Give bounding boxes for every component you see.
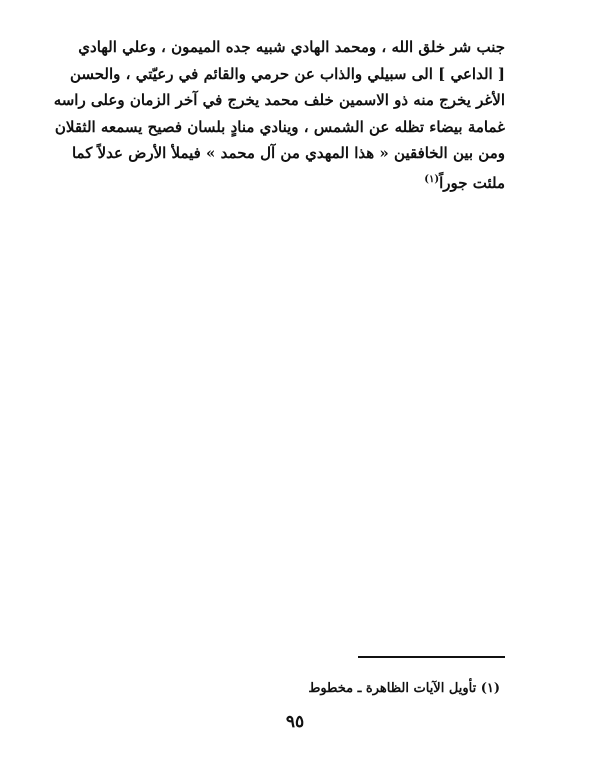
body-line-4: غمامة بيضاء تظله عن الشمس ، وينادي منادٍ بلسان فصيح يسمعه الثقلان	[54, 117, 505, 136]
body-line-1: جنب شر خلق الله ، ومحمد الهادي شبيه جده الميمون ، وعلي الهادي	[78, 38, 505, 56]
body-line-6	[90, 167, 505, 197]
body-line-5: ومن بين الخافقين « هذا المهدي من آل محمد » فيملأ الأرض عدلاً كما	[71, 144, 505, 163]
footnote: (١) تأويل الآيات الظاهرة ـ مخطوط	[308, 681, 500, 696]
footnote-divider	[358, 656, 505, 658]
body-line-3: الأغر يخرج منه ذو الاسمين خلف محمد يخرج في آخر الزمان وعلى راسه	[53, 91, 505, 110]
body-line-6-text: ملئت جوراً	[439, 173, 505, 192]
footnote-reference: (١)	[424, 173, 440, 185]
body-line-2: [ الداعي ] الى سبيلي والذاب عن حرمي والقائم في رعيّتي ، والحسن	[69, 64, 505, 83]
page-number: ٩٥	[285, 712, 305, 732]
body-text	[53, 34, 505, 197]
